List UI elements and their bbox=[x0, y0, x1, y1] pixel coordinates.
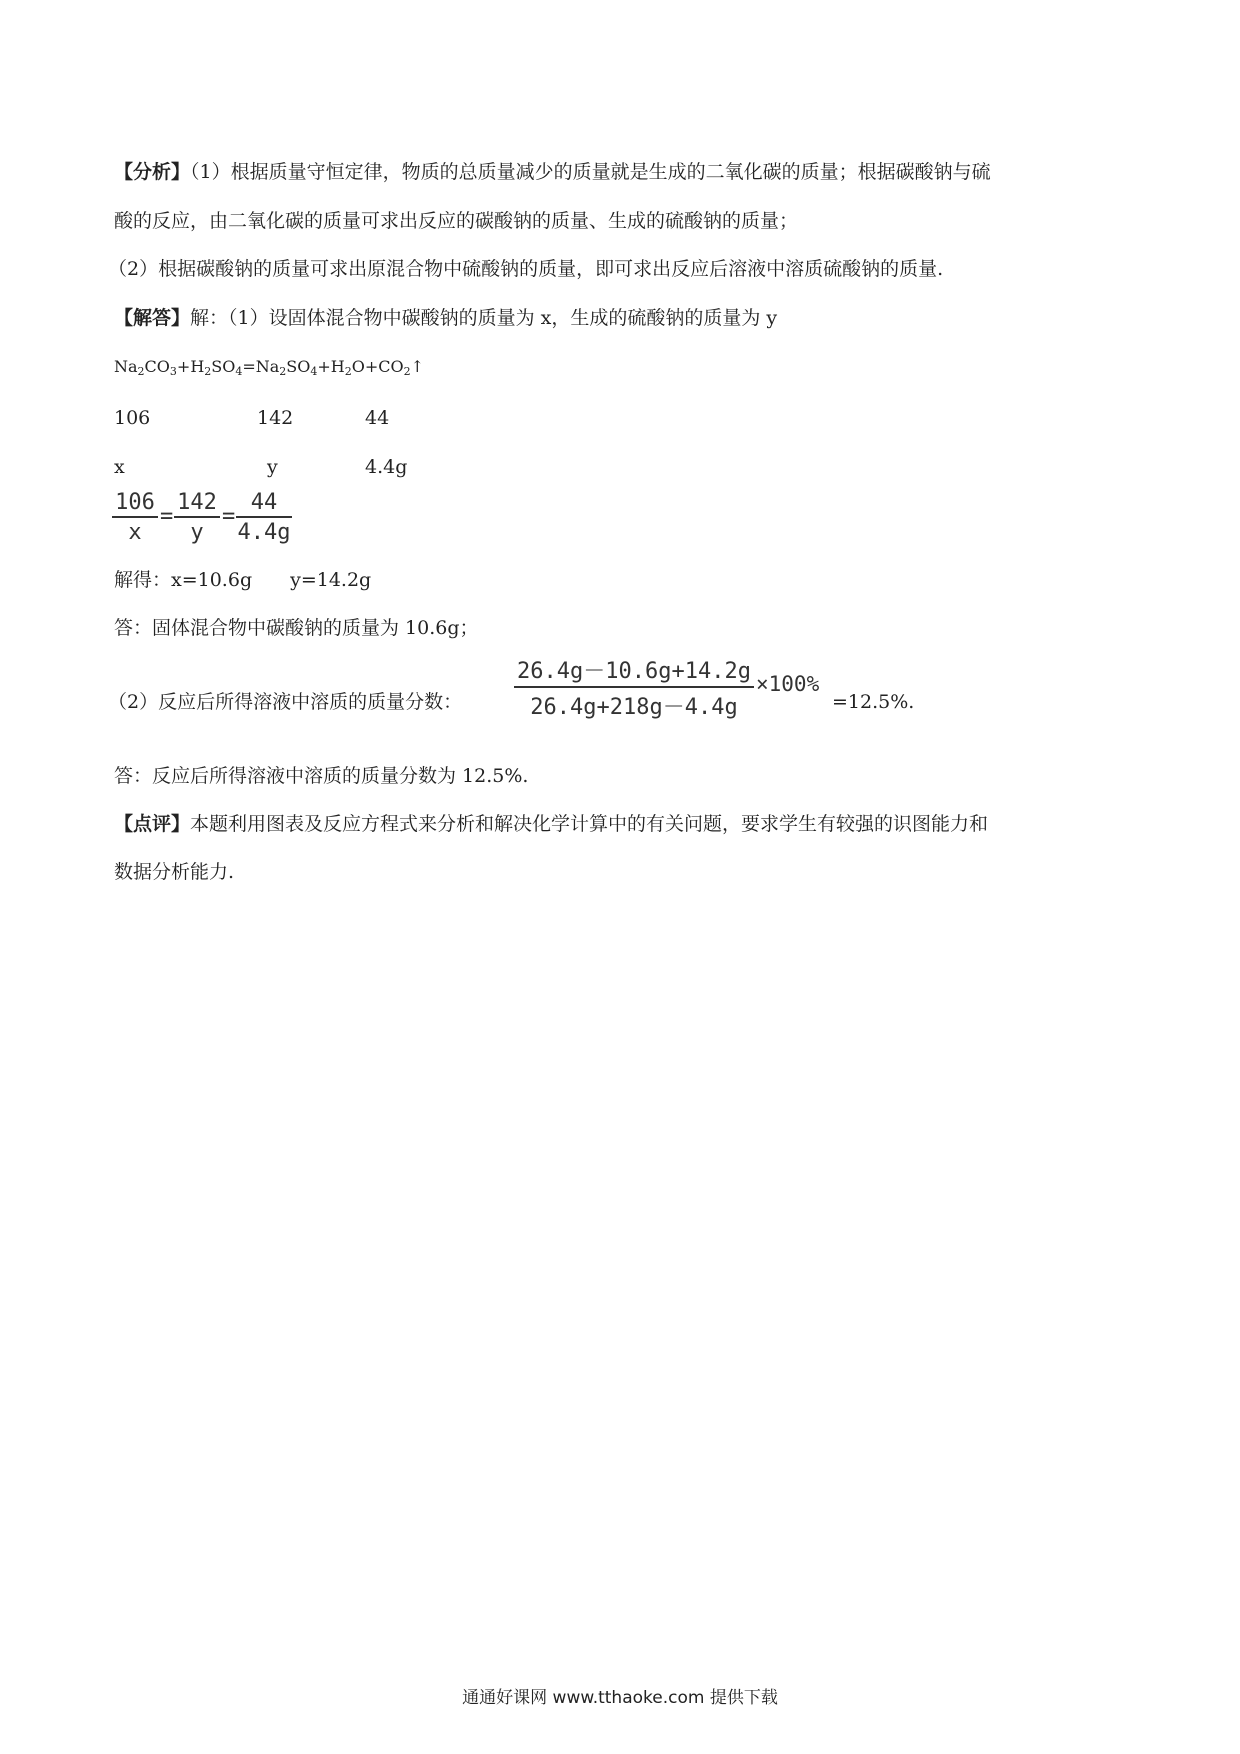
var-co2-mass: 4.4g bbox=[365, 456, 408, 478]
comment-text-1: 本题利用图表及反应方程式来分析和解决化学计算中的有关问题，要求学生有较强的识图能力和 bbox=[190, 813, 989, 835]
comment-line-2: 数据分析能力. bbox=[114, 861, 235, 883]
answer-intro-text: 解：（1）设固体混合物中碳酸钠的质量为 x，生成的硫酸钠的质量为 y bbox=[190, 307, 778, 329]
equals-2: = bbox=[222, 504, 236, 529]
answer-1: 答：固体混合物中碳酸钠的质量为 10.6g； bbox=[114, 617, 479, 639]
var-y: y bbox=[267, 456, 278, 478]
comment-heading: 【点评】 bbox=[114, 813, 191, 835]
fraction-106-x: $\frac{106}{x}$ bbox=[112, 490, 158, 545]
formula-numerator: 26.4g－10.6g+14.2g bbox=[514, 654, 754, 688]
formula-denominator: 26.4g+218g－4.4g bbox=[530, 695, 738, 720]
part2-result: =12.5%. bbox=[832, 691, 915, 713]
times-100-percent: ×100% bbox=[756, 672, 820, 696]
fraction-44-4.4g: $\frac{44}{4.4g}$ bbox=[237, 490, 291, 545]
mass-co2: 44 bbox=[365, 407, 390, 429]
mass-na2so4: 142 bbox=[257, 407, 294, 429]
solve-line: 解得：x=10.6g y=14.2g bbox=[114, 569, 372, 591]
analysis-line-1 bbox=[114, 160, 991, 184]
page-footer: 通通好课网 www.tthaoke.com 提供下载 bbox=[462, 1688, 778, 1708]
chemical-equation: $Na_2CO_3+H_2SO_4=Na_2SO_4+H_2O+CO_2↑$ bbox=[114, 357, 425, 378]
mass-na2co3: 106 bbox=[114, 407, 151, 429]
part2-label: （2）反应后所得溶液中溶质的质量分数： bbox=[108, 691, 463, 713]
var-x: x bbox=[114, 456, 125, 478]
mass-fraction-formula bbox=[514, 654, 754, 721]
fraction-142-y: $\frac{142}{y}$ bbox=[174, 490, 220, 545]
analysis-text-1: （1）根据质量守恒定律，物质的总质量减少的质量就是生成的二氧化碳的质量；根据碳酸钠与硫 bbox=[190, 161, 991, 183]
answer-2: 答：反应后所得溶液中溶质的质量分数为 12.5%. bbox=[114, 765, 529, 787]
answer-heading: 【解答】 bbox=[114, 307, 191, 329]
equals-1: = bbox=[160, 504, 174, 529]
analysis-line-3: （2）根据碳酸钠的质量可求出原混合物中硫酸钠的质量，即可求出反应后溶液中溶质硫酸钠的质量. bbox=[108, 258, 944, 280]
analysis-line-2: 酸的反应，由二氧化碳的质量可求出反应的碳酸钠的质量、生成的硫酸钠的质量； bbox=[114, 210, 799, 232]
comment-line-1 bbox=[114, 812, 988, 836]
analysis-heading: 【分析】 bbox=[114, 161, 191, 183]
answer-intro bbox=[114, 306, 777, 330]
gas-arrow-icon: ↑ bbox=[410, 357, 425, 376]
